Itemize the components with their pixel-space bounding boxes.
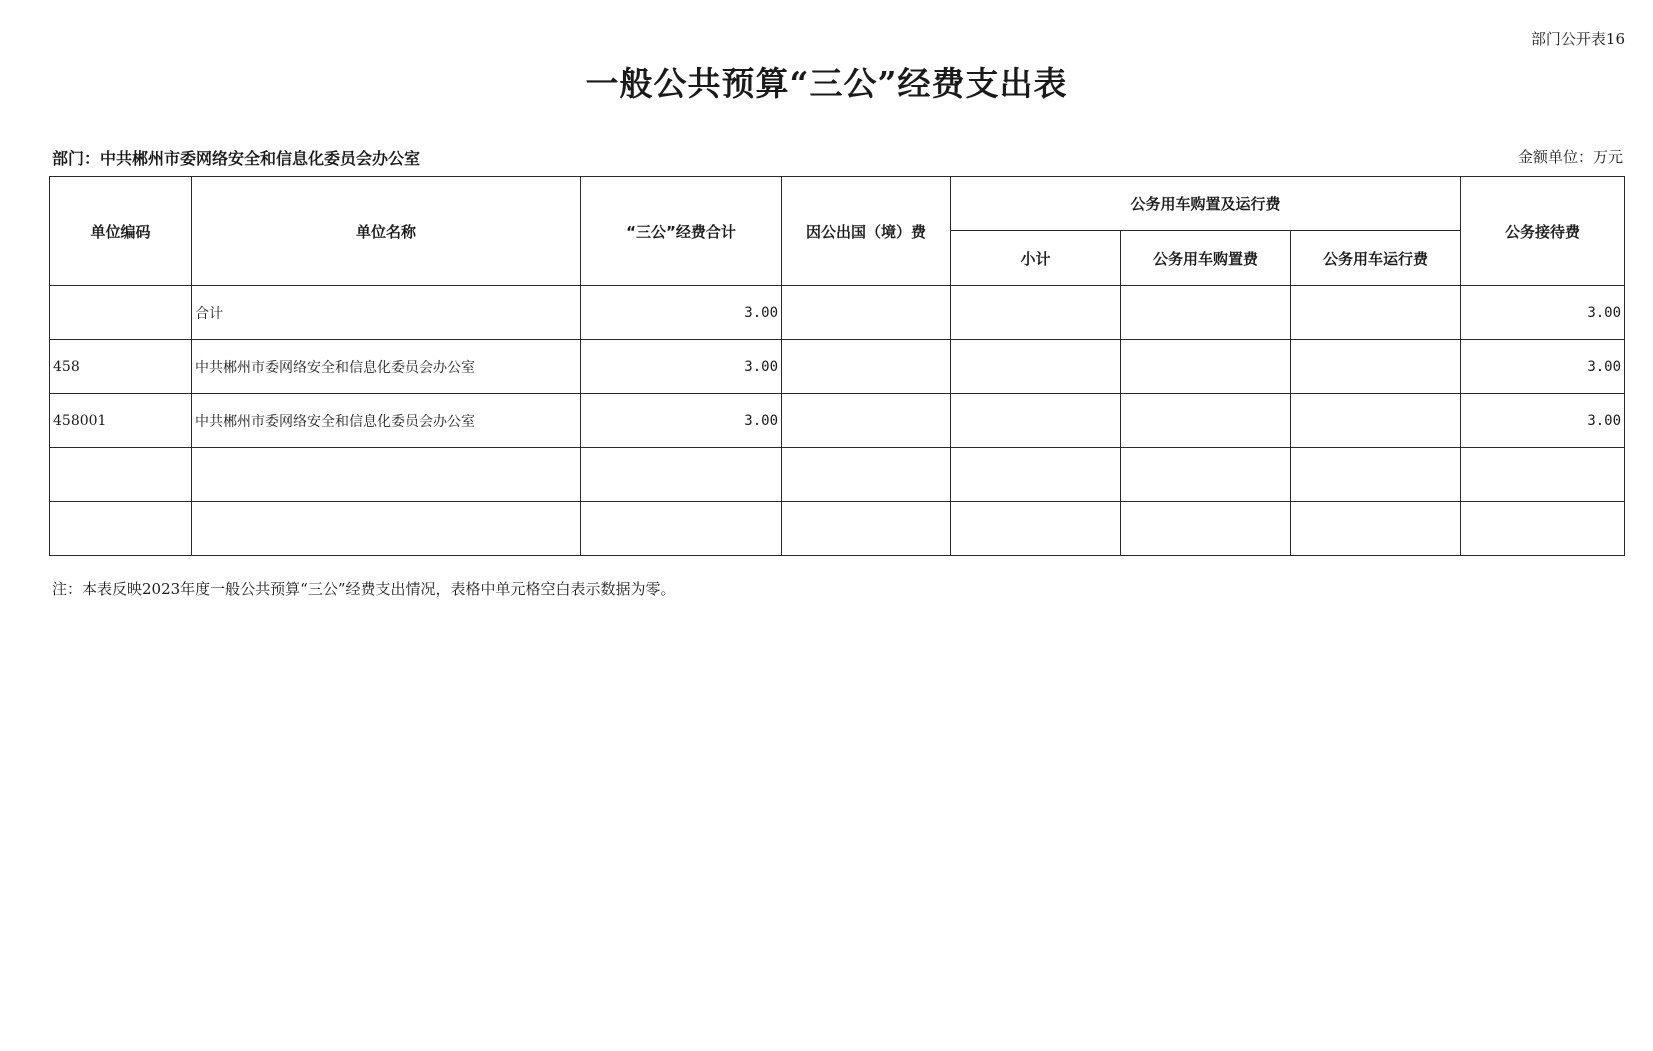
cell-purchase [1121, 394, 1291, 448]
cell-total [581, 448, 782, 502]
cell-total: 3.00 [581, 286, 782, 340]
cell-total: 3.00 [581, 340, 782, 394]
table-row [50, 340, 1625, 394]
header-name: 单位名称 [192, 177, 581, 286]
form-number: 部门公开表16 [1530, 30, 1625, 48]
cell-abroad [782, 448, 951, 502]
cell-abroad [782, 340, 951, 394]
cell-operation [1291, 448, 1461, 502]
cell-name: 中共郴州市委网络安全和信息化委员会办公室 [192, 394, 581, 448]
header-abroad: 因公出国（境）费 [782, 177, 951, 286]
cell-subtotal [951, 286, 1121, 340]
cell-name: 中共郴州市委网络安全和信息化委员会办公室 [192, 340, 581, 394]
department-label: 部门：中共郴州市委网络安全和信息化委员会办公室 [52, 149, 421, 168]
cell-total: 3.00 [581, 394, 782, 448]
cell-reception: 3.00 [1461, 286, 1625, 340]
table-row [50, 286, 1625, 340]
cell-abroad [782, 502, 951, 556]
footnote: 注：本表反映2023年度一般公共预算“三公”经费支出情况，表格中单元格空白表示数据为零。 [52, 580, 676, 598]
cell-name [192, 448, 581, 502]
cell-purchase [1121, 502, 1291, 556]
header-vehicle-group: 公务用车购置及运行费 [951, 177, 1461, 231]
cell-purchase [1121, 448, 1291, 502]
cell-name [192, 502, 581, 556]
cell-purchase [1121, 340, 1291, 394]
cell-abroad [782, 394, 951, 448]
cell-total [581, 502, 782, 556]
header-row [50, 177, 1625, 231]
expenditure-table [49, 176, 1625, 556]
cell-subtotal [951, 394, 1121, 448]
cell-reception [1461, 502, 1625, 556]
cell-abroad [782, 286, 951, 340]
cell-operation [1291, 340, 1461, 394]
cell-code: 458001 [50, 394, 192, 448]
cell-reception: 3.00 [1461, 394, 1625, 448]
page-title: 一般公共预算“三公”经费支出表 [585, 64, 1068, 103]
table-row [50, 448, 1625, 502]
cell-code [50, 502, 192, 556]
cell-operation [1291, 502, 1461, 556]
cell-operation [1291, 394, 1461, 448]
header-code: 单位编码 [50, 177, 192, 286]
cell-subtotal [951, 502, 1121, 556]
header-subtotal: 小计 [951, 231, 1121, 286]
cell-reception: 3.00 [1461, 340, 1625, 394]
cell-code: 458 [50, 340, 192, 394]
header-total: “三公”经费合计 [581, 177, 782, 286]
cell-code [50, 448, 192, 502]
cell-operation [1291, 286, 1461, 340]
cell-code [50, 286, 192, 340]
header-reception: 公务接待费 [1461, 177, 1625, 286]
table-row [50, 502, 1625, 556]
cell-reception [1461, 448, 1625, 502]
table-row [50, 394, 1625, 448]
header-purchase: 公务用车购置费 [1121, 231, 1291, 286]
header-operation: 公务用车运行费 [1291, 231, 1461, 286]
amount-unit-label: 金额单位：万元 [1517, 148, 1623, 166]
cell-subtotal [951, 448, 1121, 502]
cell-name: 合计 [192, 286, 581, 340]
cell-purchase [1121, 286, 1291, 340]
cell-subtotal [951, 340, 1121, 394]
